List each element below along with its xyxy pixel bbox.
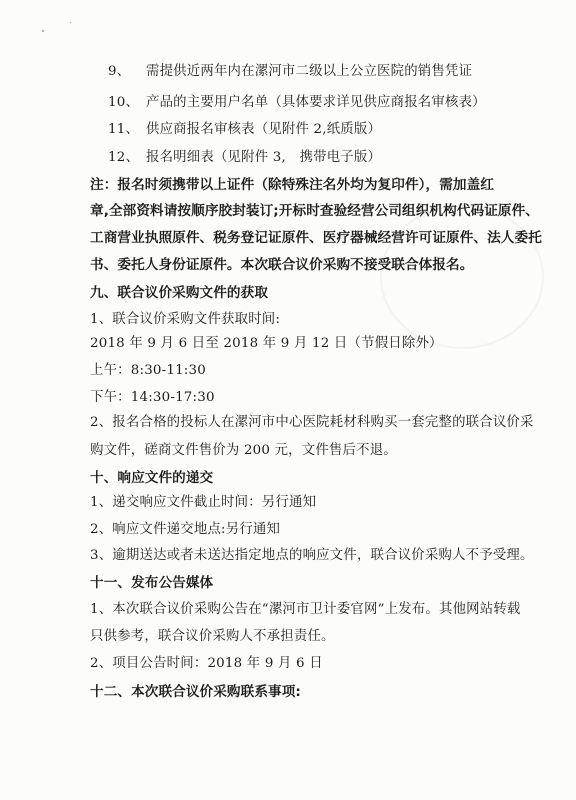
paragraph-line: 1、联合议价采购文件获取时间: (90, 312, 281, 327)
scan-speck (70, 22, 71, 23)
paragraph-line: 2018 年 9 月 6 日至 2018 年 9 月 12 日（节假日除外） (90, 336, 443, 351)
paragraph-line: 2、报名合格的投标人在漯河市中心医院耗材科购买一套完整的联合议价采 (90, 415, 534, 430)
paragraph-line: 3、逾期送达或者未送达指定地点的响应文件，联合议价采购人不予受理。 (90, 548, 534, 563)
list-item (108, 63, 472, 81)
list-item-number: 9、 (108, 64, 131, 79)
scan-speck (42, 30, 44, 32)
list-item-number: 10、 (108, 95, 140, 110)
paragraph-line: 购文件，磋商文件售价为 200 元，文件售后不退。 (90, 443, 397, 458)
paragraph-line: 1、本次联合议价采购公告在“漯河市卫计委官网”上发布。其他网站转载 (90, 602, 521, 617)
list-item-text: 需提供近两年内在漯河市二级以上公立医院的销售凭证 (146, 64, 473, 79)
note-line: 书、委托人身份证原件。本次联合议价采购不接受联合体报名。 (90, 257, 474, 273)
note-line: 章,全部资料请按顺序胶封装订;开标时查验经营公司组织机构代码证原件、 (90, 203, 539, 219)
note-line: 注：报名时须携带以上证件（除特殊注名外均为复印件），需加盖红 (90, 177, 495, 193)
list-item (108, 121, 381, 139)
list-item-number: 11、 (108, 122, 140, 137)
list-item (108, 149, 381, 167)
list-item (108, 94, 486, 112)
list-item-text: 报名明细表（见附件 3, 携带电子版） (146, 150, 382, 165)
paragraph-line: 2、项目公告时间：2018 年 9 月 6 日 (90, 656, 323, 671)
faint-stamp-mark (380, 205, 544, 349)
paragraph-line: 下午：14:30-17:30 (90, 390, 215, 405)
list-item-number: 12、 (108, 150, 140, 165)
paragraph-line: 1、递交响应文件截止时间：另行通知 (90, 495, 317, 510)
list-item-text: 供应商报名审核表（见附件 2,纸质版） (146, 122, 382, 137)
list-item-text: 产品的主要用户名单（具体要求详见供应商报名审核表） (146, 95, 486, 110)
section-heading: 十一、发布公告媒体 (90, 575, 214, 591)
paragraph-line: 上午：8:30-11:30 (90, 363, 206, 378)
paragraph-line: 只供参考，联合议价采购人不承担责任。 (90, 629, 335, 644)
section-heading: 九、联合议价采购文件的获取 (90, 285, 269, 301)
paragraph-line: 2、响应文件递交地点:另行通知 (90, 522, 281, 537)
section-heading: 十二、本次联合议价采购联系事项: (90, 684, 301, 700)
note-line: 工商营业执照原件、税务登记证原件、医疗器械经营许可证原件、法人委托 (90, 230, 542, 246)
section-heading: 十、响应文件的递交 (90, 470, 214, 486)
